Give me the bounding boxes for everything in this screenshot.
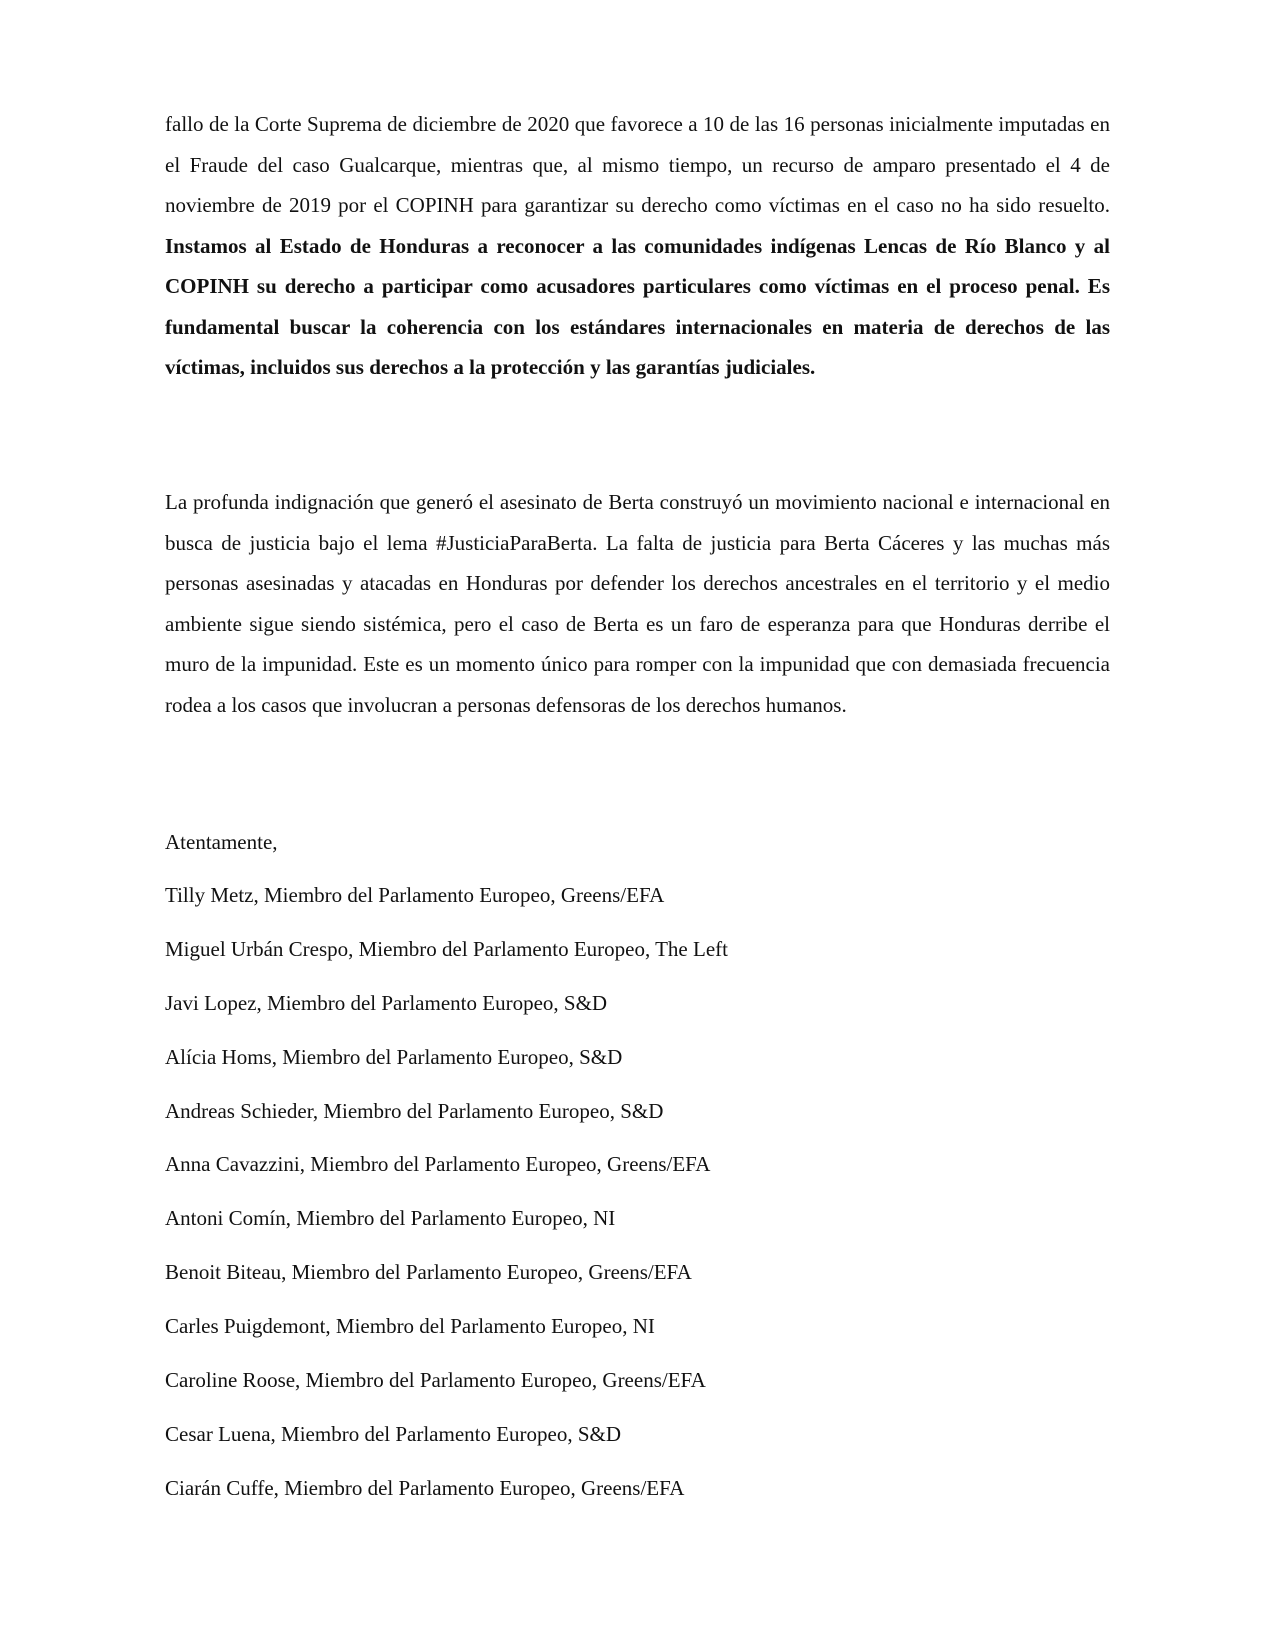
signatory: Anna Cavazzini, Miembro del Parlamento Europeo, Greens/EFA <box>165 1152 711 1177</box>
paragraph-emphasis: Instamos al Estado de Honduras a reconocer a las comunidades indígenas Lencas de Río Blanco y al COPINH su derecho a participar como acusadores particulares como víctimas en el proceso penal. Es fundamental buscar la coherencia con los estándares internacionales en materia de derechos de las víctimas, incluidos sus derechos a la protección y las garantías judiciales. <box>165 233 1110 379</box>
signatory: Benoit Biteau, Miembro del Parlamento Europeo, Greens/EFA <box>165 1260 692 1285</box>
paragraph-supreme-court-ruling <box>165 104 1110 388</box>
signatory: Caroline Roose, Miembro del Parlamento Europeo, Greens/EFA <box>165 1368 706 1393</box>
signatory: Tilly Metz, Miembro del Parlamento Europeo, Greens/EFA <box>165 883 665 907</box>
signatory: Alícia Homs, Miembro del Parlamento Europeo, S&D <box>165 1044 623 1069</box>
paragraph-justice-movement <box>165 482 1110 725</box>
signatories-list <box>165 875 1110 1522</box>
signatory: Miguel Urbán Crespo, Miembro del Parlamento Europeo, The Left <box>165 936 728 961</box>
paragraph-text: La profunda indignación que generó el asesinato de Berta construyó un movimiento nacional e internacional en busca de justicia bajo el lema #JusticiaParaBerta. La falta de justicia para Berta Cáceres y las muchas más personas asesinadas y atacadas en Honduras por defender los derechos ancestrales en el territorio y el medio ambiente sigue siendo sistémica, pero el caso de Berta es un faro de esperanza para que Honduras derribe el muro de la impunidad. Este es un momento único para romper con la impunidad que con demasiada frecuencia rodea a los casos que involucran a personas defensoras de los derechos humanos. <box>165 490 1110 717</box>
signatory: Ciarán Cuffe, Miembro del Parlamento Europeo, Greens/EFA <box>165 1475 685 1500</box>
signatory: Antoni Comín, Miembro del Parlamento Europeo, NI <box>165 1206 616 1231</box>
paragraph-text: fallo de la Corte Suprema de diciembre de 2020 que favorece a 10 de las 16 personas inicialmente imputadas en el Fraude del caso Gualcarque, mientras que, al mismo tiempo, un recurso de amparo presentado el 4 de noviembre de 2019 por el COPINH para garantizar su derecho como víctimas en el caso no ha sido resuelto. <box>165 112 1110 217</box>
signatory: Javi Lopez, Miembro del Parlamento Europeo, S&D <box>165 990 608 1015</box>
signatory: Andreas Schieder, Miembro del Parlamento Europeo, S&D <box>165 1098 664 1123</box>
signatory: Cesar Luena, Miembro del Parlamento Europeo, S&D <box>165 1421 622 1446</box>
signatory: Carles Puigdemont, Miembro del Parlamento Europeo, NI <box>165 1314 655 1339</box>
closing-salutation: Atentamente, <box>165 830 278 854</box>
